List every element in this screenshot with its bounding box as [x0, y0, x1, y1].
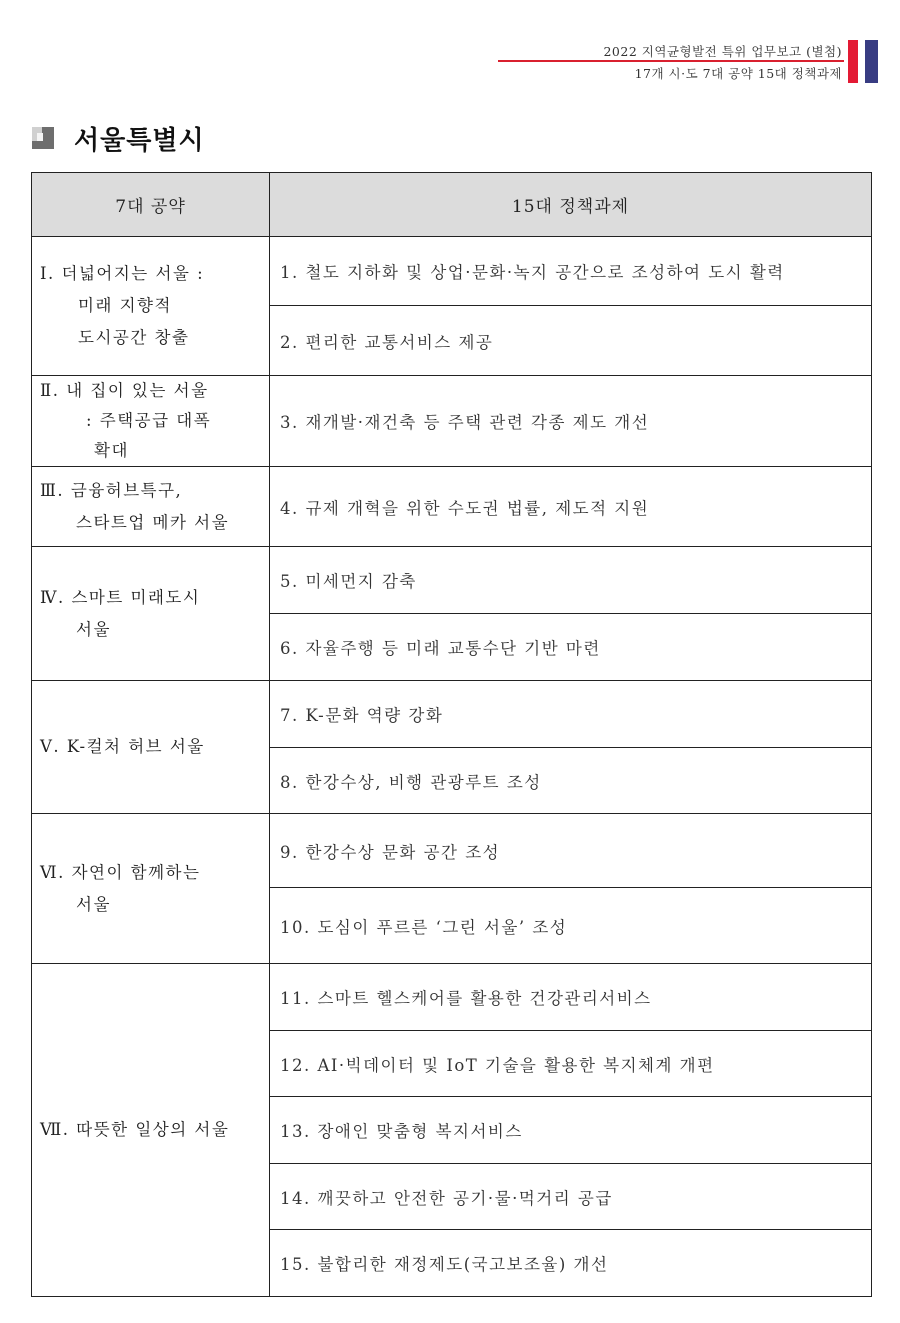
pledge-cell-2: Ⅱ. 내 집이 있는 서울 : 주택공급 대폭 확대	[32, 376, 270, 467]
task-cell-13: 13. 장애인 맞춤형 복지서비스	[270, 1097, 872, 1164]
column-header-tasks: 15대 정책과제	[270, 173, 872, 237]
navy-accent-bar	[865, 40, 878, 83]
task-cell-1: 1. 철도 지하화 및 상업·문화·녹지 공간으로 조성하여 도시 활력	[270, 237, 872, 306]
pledge-cell-1: Ⅰ. 더넓어지는 서울 : 미래 지향적 도시공간 창출	[32, 237, 270, 376]
red-accent-bar	[848, 40, 858, 83]
table-row	[32, 376, 872, 467]
pledge-cell-7: Ⅶ. 따뜻한 일상의 서울	[32, 964, 270, 1297]
header-divider	[498, 60, 844, 62]
report-header	[508, 40, 878, 84]
task-cell-15: 15. 불합리한 재정제도(국고보조율) 개선	[270, 1230, 872, 1297]
pledge-cell-3: Ⅲ. 금융허브특구, 스타트업 메카 서울	[32, 467, 270, 547]
task-cell-2: 2. 편리한 교통서비스 제공	[270, 306, 872, 376]
pledge-cell-6: Ⅵ. 자연이 함께하는 서울	[32, 814, 270, 964]
task-cell-9: 9. 한강수상 문화 공간 조성	[270, 814, 872, 888]
square-bullet-icon	[32, 127, 54, 149]
table-row	[32, 964, 872, 1031]
task-cell-11: 11. 스마트 헬스케어를 활용한 건강관리서비스	[270, 964, 872, 1031]
table-row	[32, 237, 872, 306]
task-cell-14: 14. 깨끗하고 안전한 공기·물·먹거리 공급	[270, 1164, 872, 1230]
report-subtitle: 17개 시·도 7대 공약 15대 정책과제	[634, 66, 842, 81]
task-cell-4: 4. 규제 개혁을 위한 수도권 법률, 제도적 지원	[270, 467, 872, 547]
table-row	[32, 547, 872, 614]
task-cell-10: 10. 도심이 푸르른 ‘그린 서울’ 조성	[270, 888, 872, 964]
task-cell-7: 7. K-문화 역량 강화	[270, 681, 872, 748]
task-cell-8: 8. 한강수상, 비행 관광루트 조성	[270, 748, 872, 814]
table-header-row	[32, 173, 872, 237]
table-row	[32, 467, 872, 547]
table-row	[32, 681, 872, 748]
policy-table	[31, 172, 872, 1297]
task-cell-6: 6. 자율주행 등 미래 교통수단 기반 마련	[270, 614, 872, 681]
task-cell-3: 3. 재개발·재건축 등 주택 관련 각종 제도 개선	[270, 376, 872, 467]
table-row	[32, 814, 872, 888]
section-heading	[32, 120, 205, 156]
section-title: 서울특별시	[74, 125, 205, 156]
column-header-pledges: 7대 공약	[32, 173, 270, 237]
task-cell-5: 5. 미세먼지 감축	[270, 547, 872, 614]
pledge-cell-4: Ⅳ. 스마트 미래도시 서울	[32, 547, 270, 681]
pledge-cell-5: Ⅴ. K-컬처 허브 서울	[32, 681, 270, 814]
report-title: 2022 지역균형발전 특위 업무보고 (별첨)	[603, 44, 842, 59]
task-cell-12: 12. AI·빅데이터 및 IoT 기술을 활용한 복지체계 개편	[270, 1031, 872, 1097]
